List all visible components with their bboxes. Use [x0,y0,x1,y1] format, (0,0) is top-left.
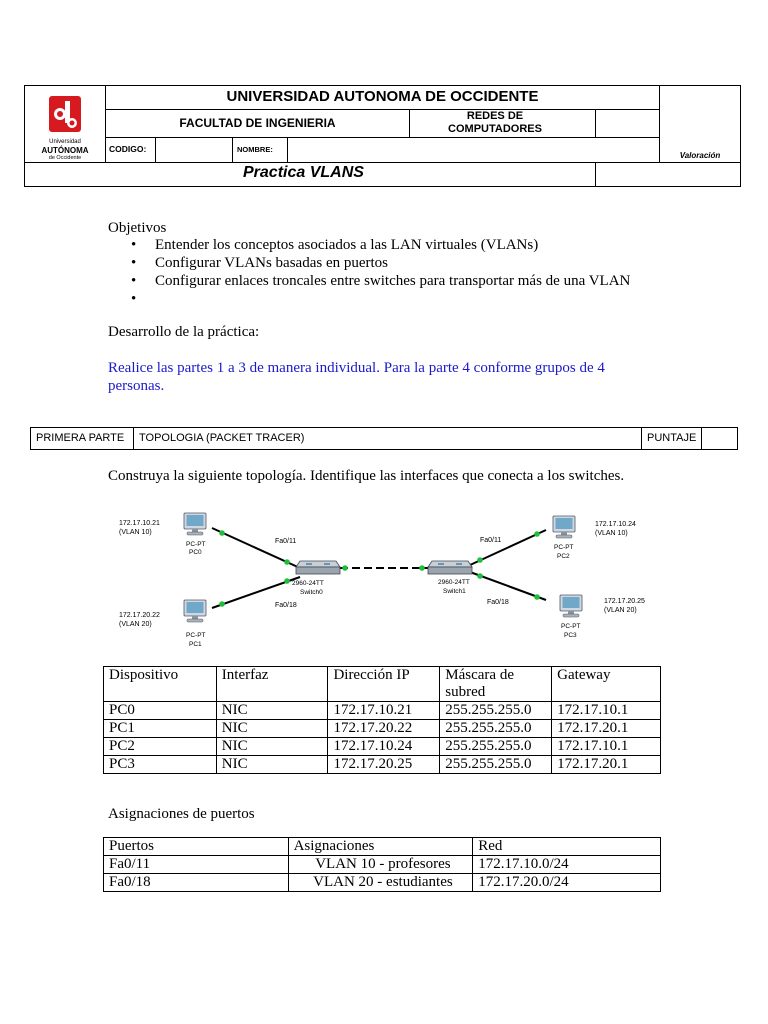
pc3-ip: 172.17.20.25 [604,598,645,605]
pc2-type: PC-PT [554,544,574,551]
switch1-node [428,537,509,606]
instruction-text: Realice las partes 1 a 3 de manera individual. Para la parte 4 conforme grupos de 4 personas. [108,360,605,394]
practice-title: Practica VLANS [243,164,364,181]
header-cell: Asignaciones [288,838,473,856]
table-row [104,720,661,738]
pc0-node [119,513,206,556]
logo-text-1: Universidad [49,139,81,145]
table-row [104,874,661,892]
list-item: • Configurar enlaces troncales entre switches para transportar más de una VLAN [108,272,630,290]
table-cell: NIC [216,702,328,720]
pc0-name: PC0 [189,549,202,556]
pc1-icon [184,600,206,622]
switch1-icon [428,561,472,574]
pc0-icon [184,513,206,535]
table-cell: 172.17.10.24 [328,738,440,756]
table-cell: VLAN 10 - profesores [288,856,473,874]
table-cell: NIC [216,756,328,774]
development-title: Desarrollo de la práctica: [108,324,260,340]
pc2-icon [553,516,575,538]
list-item: • Configurar VLANs basadas en puertos [108,254,630,272]
table-cell: NIC [216,738,328,756]
switch1-port-top: Fa0/11 [480,537,502,544]
header-cell: Dispositivo [104,667,217,702]
table-cell: 172.17.20.0/24 [473,874,661,892]
table-cell: PC3 [104,756,217,774]
table-row [104,738,661,756]
nombre-label: NOMBRE: [237,145,273,154]
pc2-ip: 172.17.10.24 [595,521,636,528]
pc2-name: PC2 [557,553,570,560]
switch0-port-bottom: Fa0/18 [275,602,297,609]
table-row [104,702,661,720]
table-cell: 172.17.10.0/24 [473,856,661,874]
switch1-model: 2960-24TT [438,579,470,586]
table-cell: 172.17.10.21 [328,702,440,720]
university-name: UNIVERSIDAD AUTONOMA DE OCCIDENTE [226,88,539,105]
switch1-name: Switch1 [443,588,466,595]
header-cell: Red [473,838,661,856]
table-cell: Fa0/11 [104,856,289,874]
logo-mark-icon [31,94,99,134]
pc3-icon [560,595,582,617]
table-cell: NIC [216,720,328,738]
pc0-type: PC-PT [186,541,206,548]
pc3-name: PC3 [564,632,577,639]
table-cell: 172.17.10.1 [552,738,661,756]
logo-text-2: AUTÓNOMA [41,146,89,155]
table-cell: 255.255.255.0 [440,756,552,774]
header-table [24,85,741,187]
table-cell: PC1 [104,720,217,738]
pc1-vlan: (VLAN 20) [119,621,152,628]
ports-table [103,837,661,892]
pc0-ip: 172.17.10.21 [119,520,160,527]
table-row [104,756,661,774]
table-cell: 255.255.255.0 [440,738,552,756]
section-part: PRIMERA PARTE [31,428,134,449]
objectives-list [108,236,630,308]
switch0-model: 2960-24TT [292,580,324,587]
pc1-name: PC1 [189,641,202,648]
pc1-ip: 172.17.20.22 [119,612,160,619]
header-cell: Interfaz [216,667,328,702]
logo-text-3: de Occidente [48,155,82,161]
section-topic: TOPOLOGIA (PACKET TRACER) [134,428,642,449]
table-cell: 172.17.10.1 [552,702,661,720]
table-cell: 172.17.20.22 [328,720,440,738]
table-cell: 255.255.255.0 [440,702,552,720]
topology-diagram [100,500,660,655]
table-cell: Fa0/18 [104,874,289,892]
university-logo [31,94,99,161]
switch0-port-top: Fa0/11 [275,538,297,545]
pc1-type: PC-PT [186,632,206,639]
table-header-row [104,838,661,856]
header-cell: Gateway [552,667,661,702]
pc2-node [553,516,636,560]
ports-title: Asignaciones de puertos [108,806,255,822]
switch0-name: Switch0 [300,589,323,596]
list-item [108,290,630,308]
table-cell: 172.17.20.25 [328,756,440,774]
topology-instruction: Construya la siguiente topología. Identifique las interfaces que conecta a los switches. [108,468,625,484]
table-cell: PC2 [104,738,217,756]
header-cell: Dirección IP [328,667,440,702]
header-cell: Puertos [104,838,289,856]
score-box[interactable] [702,428,737,449]
header-cell: Máscara de subred [440,667,552,702]
table-cell: 172.17.20.1 [552,720,661,738]
pc2-vlan: (VLAN 10) [595,530,628,537]
table-cell: 255.255.255.0 [440,720,552,738]
course-name: REDES DE COMPUTADORES [448,110,542,135]
valoracion-label: Valoración [679,151,721,160]
section-bar [30,427,738,450]
switch0-node [275,538,340,609]
pc1-node [119,600,206,648]
codigo-label: CODIGO: [109,144,147,154]
table-cell: VLAN 20 - estudiantes [288,874,473,892]
objectives-title: Objetivos [108,220,167,236]
table-cell: PC0 [104,702,217,720]
faculty-name: FACULTAD DE INGENIERIA [179,116,336,130]
section-score-label: PUNTAJE [642,428,702,449]
device-table [103,666,661,774]
table-header-row [104,667,661,702]
switch0-icon [296,561,340,574]
pc0-vlan: (VLAN 10) [119,529,152,536]
pc3-vlan: (VLAN 20) [604,607,637,614]
table-cell: 172.17.20.1 [552,756,661,774]
switch1-port-bottom: Fa0/18 [487,599,509,606]
table-row [104,856,661,874]
pc3-node [560,595,645,639]
list-item: • Entender los conceptos asociados a las LAN virtuales (VLANs) [108,236,630,254]
pc3-type: PC-PT [561,623,581,630]
